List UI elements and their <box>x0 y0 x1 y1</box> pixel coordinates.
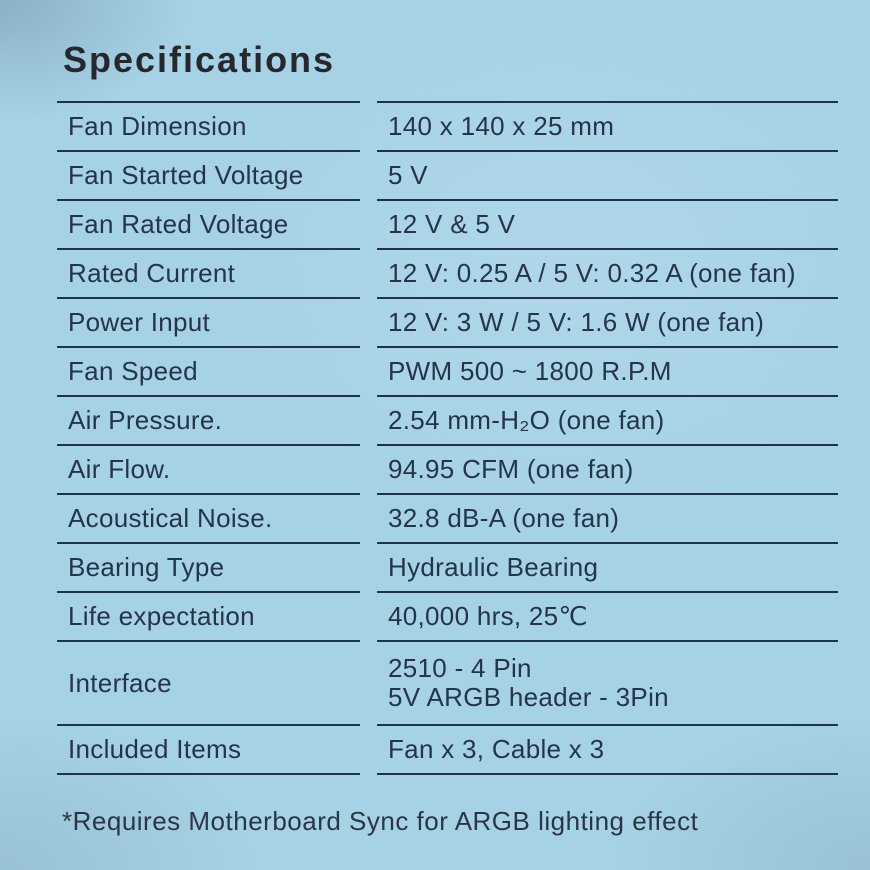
row-label: Included Items <box>57 724 360 773</box>
row-label: Rated Current <box>57 248 360 297</box>
table-row <box>57 346 838 395</box>
column-gap <box>360 640 377 724</box>
table-row <box>57 150 838 199</box>
row-value: 12 V: 3 W / 5 V: 1.6 W (one fan) <box>377 297 838 346</box>
column-gap <box>360 493 377 542</box>
column-gap <box>360 297 377 346</box>
row-label: Power Input <box>57 297 360 346</box>
spec-table <box>57 101 838 775</box>
row-label: Fan Speed <box>57 346 360 395</box>
footnote: *Requires Motherboard Sync for ARGB lighting effect <box>62 806 699 836</box>
table-row <box>57 101 838 150</box>
table-row <box>57 395 838 444</box>
row-value: 140 x 140 x 25 mm <box>377 101 838 150</box>
row-label: Fan Rated Voltage <box>57 199 360 248</box>
row-value: 2.54 mm-H₂O (one fan) <box>377 395 838 444</box>
column-gap <box>360 542 377 591</box>
table-row <box>57 297 838 346</box>
table-row <box>57 542 838 591</box>
table-row <box>57 724 838 773</box>
table-row <box>57 199 838 248</box>
row-value: 40,000 hrs, 25℃ <box>377 591 838 640</box>
column-gap <box>360 199 377 248</box>
row-label: Life expectation <box>57 591 360 640</box>
row-label: Bearing Type <box>57 542 360 591</box>
column-gap <box>360 248 377 297</box>
row-value: 12 V & 5 V <box>377 199 838 248</box>
column-gap <box>360 444 377 493</box>
column-gap <box>360 591 377 640</box>
row-value: 12 V: 0.25 A / 5 V: 0.32 A (one fan) <box>377 248 838 297</box>
column-gap <box>360 346 377 395</box>
column-gap <box>360 150 377 199</box>
row-value: PWM 500 ~ 1800 R.P.M <box>377 346 838 395</box>
table-row <box>57 248 838 297</box>
table-bottom-rule <box>57 773 838 775</box>
row-value: 32.8 dB-A (one fan) <box>377 493 838 542</box>
row-value: Hydraulic Bearing <box>377 542 838 591</box>
column-gap <box>360 724 377 773</box>
table-row <box>57 640 838 724</box>
column-gap <box>360 101 377 150</box>
row-value: Fan x 3, Cable x 3 <box>377 724 838 773</box>
column-gap <box>360 395 377 444</box>
table-row <box>57 444 838 493</box>
row-label: Fan Started Voltage <box>57 150 360 199</box>
row-value: 94.95 CFM (one fan) <box>377 444 838 493</box>
table-row <box>57 493 838 542</box>
table-row <box>57 591 838 640</box>
row-value: 5 V <box>377 150 838 199</box>
row-label: Air Flow. <box>57 444 360 493</box>
page-title: Specifications <box>63 39 336 80</box>
row-label: Air Pressure. <box>57 395 360 444</box>
row-label: Acoustical Noise. <box>57 493 360 542</box>
row-value: 2510 - 4 Pin 5V ARGB header - 3Pin <box>377 640 838 724</box>
row-label: Fan Dimension <box>57 101 360 150</box>
row-label: Interface <box>57 640 360 724</box>
